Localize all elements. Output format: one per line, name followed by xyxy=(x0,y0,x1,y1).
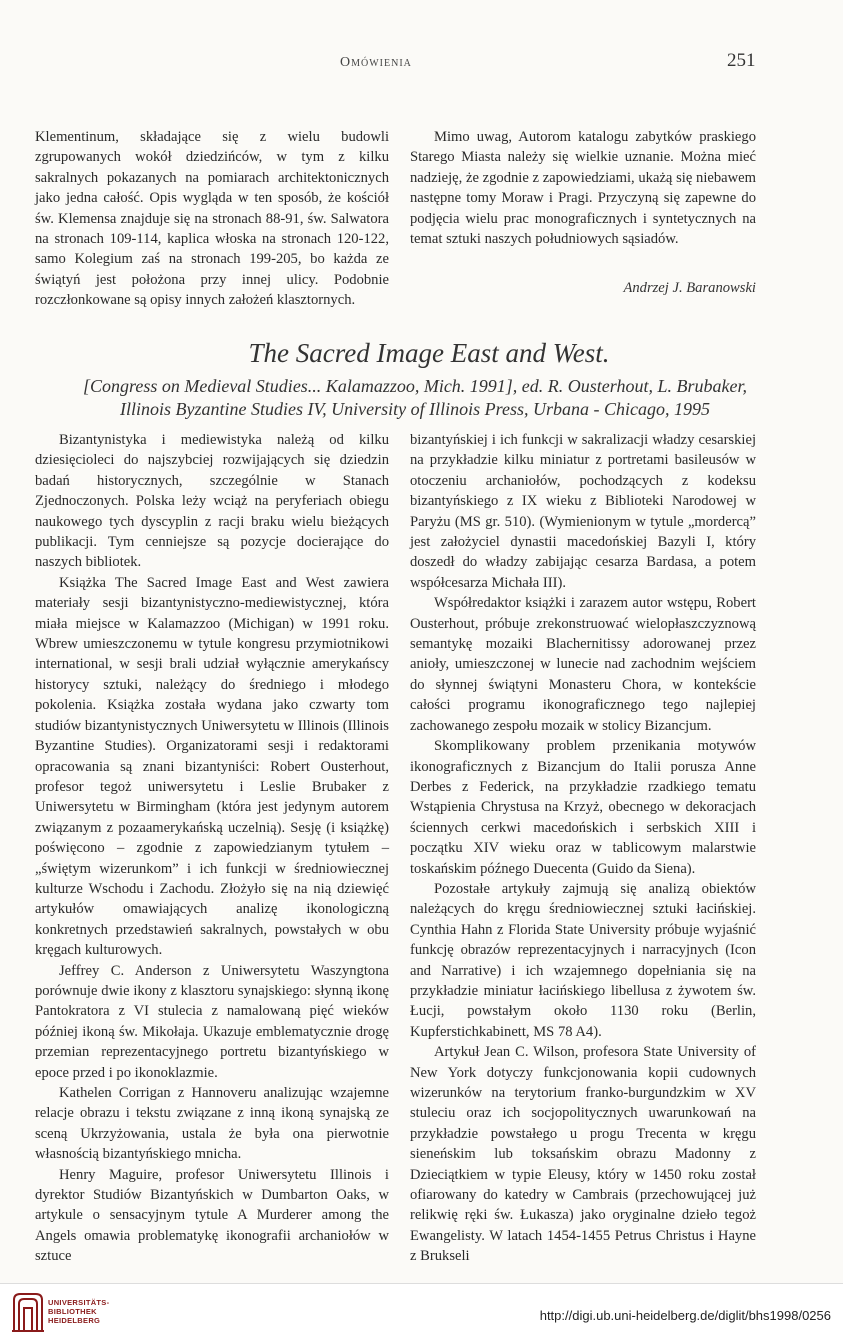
library-name-line: BIBLIOTHEK xyxy=(48,1307,97,1316)
digitization-footer xyxy=(0,1283,843,1342)
review-title: The Sacred Image East and West. xyxy=(248,338,610,368)
review-bibliography xyxy=(25,375,805,421)
bibliography-line: Illinois Byzantine Studies IV, University of Illinois Press, Urbana - Chicago, 1995 xyxy=(120,399,710,419)
university-library-logo-icon xyxy=(10,1290,46,1334)
paragraph: Jeffrey C. Anderson z Uniwersytetu Waszyngtona porównuje dwie ikony z klasztoru synajskiego: słynną ikonę Pantokratora z VI stulecia z namalowaną pięć wieków później ikoną św. Mikołaja. Ukazuje emblematycznie drogę przemian reprezentacyjnego portretu bizantyńskiego w epoce przed i po ikonoklazmie. xyxy=(35,962,389,1081)
paragraph: Współredaktor książki i zarazem autor wstępu, Robert Ousterhout, próbuje zrekonstruować wielopłaszczyznową semantykę mozaiki Blachernitissy adorowanej przez anioły, umieszczonej w lunecie nad zachodnim wejściem do słynnej świątyni Monasteru Chora, w kontekście całości programu ikonograficznego tego najlepiej zachowanego zespołu mozaik w stolicy Bizancjum. xyxy=(410,595,756,734)
library-name-line: HEIDELBERG xyxy=(48,1316,101,1325)
review-left-column xyxy=(35,430,389,1267)
paragraph: Klementinum, składające się z wielu budowli zgrupowanych wokół dziedzińców, w tym z kilku sakralnych pokazanych na pomiarach architektonicznych jako jedna całość. Opis wygląda w ten sposób, że kościół św. Klemensa znajduje się na stronach 88-91, św. Salwatora na stronach 109-114, kaplica włoska na stronach 120-122, samo Kolegium zaś na stronach 199-205, bo każda ze świątyń jest położona przy innej ulicy. Podobnie rozczłonkowane są opisy innych założeń klasztornych. xyxy=(35,129,389,309)
paragraph: Mimo uwag, Autorom katalogu zabytków praskiego Starego Miasta należy się wielkie uznanie. Można mieć nadzieję, że zgodnie z zapowiedziami, ukażą się niebawem następne tomy Moraw i Pragi. Przyczyną się zapewne do podjęcia wielu prac monograficznych i syntetycznych na temat sztuki naszych południowych sąsiadów. xyxy=(410,129,756,248)
paragraph: Skomplikowany problem przenikania motywów ikonograficznych z Bizancjum do Italii porusza Anne Derbes z Federick, na przykładzie rzadkiego tematu Wstąpienia Chrystusa na Krzyż, obecnego w dekoracjach ściennych cerkwi macedońskich i serbskich XIII i początku XIV wieku oraz w tablicowym malarstwie toskańskim późnego Duecenta (Guido da Siena). xyxy=(410,738,756,877)
library-name xyxy=(48,1298,109,1325)
paragraph: Bizantynistyka i mediewistyka należą od kilku dziesięcioleci do najszybciej rozwijających się dziedzin badań historycznych, szczególnie w Stanach Zjednoczonych. Polska leży wciąż na peryferiach obiegu naukowego tych dyscyplin z racji braku wielu bieżących publikacji. Tym cenniejsze są pozycje docierające do naszych bibliotek. xyxy=(35,432,389,571)
paragraph: Pozostałe artykuły zajmują się analizą obiektów należących do kręgu średniowiecznej sztuki łacińskiej. Cynthia Hahn z Florida State University próbuje wyjaśnić funkcję obrazów reprezentacyjnych i narracyjnych (Icon and Narrative) i ich wzajemnego dopełniania się na przykładzie miniatur łacińskiego libellusa z żywotem św. Łucji, powstałym około 1130 roku (Berlin, Kupferstichkabinett, MS 78 A4). xyxy=(410,880,756,1040)
bibliography-line: [Congress on Medieval Studies... Kalamazzoo, Mich. 1991], ed. R. Ousterhout, L. Brubaker, xyxy=(83,376,747,396)
previous-review-left-column xyxy=(35,127,389,311)
library-name-line: UNIVERSITÄTS- xyxy=(48,1298,110,1307)
paragraph: Henry Maguire, profesor Uniwersytetu Illinois i dyrektor Studiów Bizantyńskich w Dumbarton Oaks, w artykule o sensacyjnym tytule A Murderer among the Angels omawia problematykę ikonografii archaniołów w sztuce xyxy=(35,1166,389,1265)
source-url-link[interactable]: http://digi.ub.uni-heidelberg.de/diglit/bhs1998/0256 xyxy=(539,1308,831,1323)
paragraph: Książka The Sacred Image East and West zawiera materiały sesji bizantynistyczno-mediewistycznej, która miała miejsce w Kalamazzoo (Michigan) w 1991 roku. Wbrew umieszczonemu w tytule kongresu przymiotnikowi international, w sesji brali udział wyłącznie amerykańscy historycy sztuki, należący do średniego i młodego pokolenia. Książka została wydana jako czwarty tom studiów bizantynistycznych Uniwersytetu w Illinois (Illinois Byzantine Studies). Organizatorami sesji i redaktorami opracowania są znani bizantyniści: Robert Ousterhout, profesor tegoż uniwersytetu i Leslie Brubaker z Uniwersytetu w Birmingham (która jest jedynym autorem związanym z pozaamerykańską uczelnią). Sesję (i książkę) poświęcono – zgodnie z zapowiedzianym tytułem – „świętym wizerunkom” i ich funkcji w średniowiecznej kulturze Wschodu i Zachodu. Złożyło się na nią dziewięć artykułów omawiających analizę ikonologiczną konkretnych przedstawień sakralnych, powstałych w obu kręgach kulturowych. xyxy=(35,574,389,959)
page-number: 251 xyxy=(727,50,756,71)
paragraph: bizantyńskiej i ich funkcji w sakralizacji władzy cesarskiej na przykładzie kilku miniatur z portretami basileusów w otoczeniu archaniołów, pochodzących z kodeksu bizantyńskiego z IX wieku z Biblioteki Narodowej w Paryżu (MS gr. 510). (Wymienionym w tytule „mordercą” jest założyciel dynastii macedońskiej Bazyli I, który doszedł do władzy zabijając cesarza Bardasa, a potem współcesarza Michała III). xyxy=(410,432,756,591)
review-author-signature: Andrzej J. Baranowski xyxy=(623,280,756,296)
paragraph: Kathelen Corrigan z Hannoveru analizując wzajemne relacje obrazu i tekstu związane z inną ikoną synajską ze sceną Ukrzyżowania, ustala że była ona pierwotnie własnością bizantyńskiego mnicha. xyxy=(35,1085,389,1163)
previous-review-right-column xyxy=(410,127,756,249)
review-right-column xyxy=(410,430,756,1267)
paragraph: Artykuł Jean C. Wilson, profesora State University of New York dotyczy funkcjonowania kopii cudownych wizerunków na terytorium franko-burgundzkim w XV stuleciu oraz ich socjopolitycznych uwarunkowań na przykładzie powstałego u progu Trecenta w kręgu sieneńskim lub toksańskim obrazu Madonny z Dzieciątkiem w typie Eleusy, który w 1450 roku został ofiarowany do katedry w Cambrais (przechowującej już relikwię ręki św. Łukasza) jako oryginalne dzieło tegoż Ewangelisty. W latach 1454-1455 Petrus Christus i Hayne z Brukseli xyxy=(410,1044,756,1265)
running-head-title: Omówienia xyxy=(340,55,412,70)
